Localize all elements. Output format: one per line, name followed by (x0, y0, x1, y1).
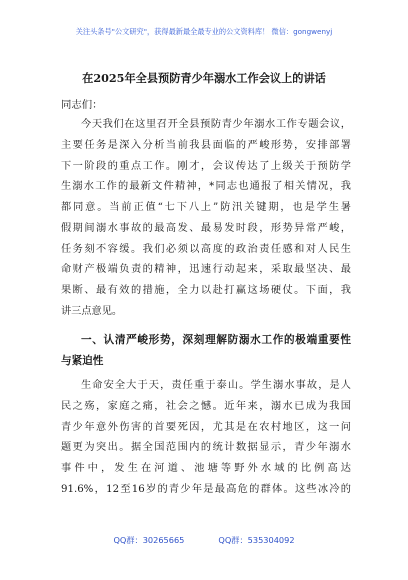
text-line: 青少年意外伤害的首要死因，尤其是在农村地区，这一问 (61, 421, 351, 433)
text-line: 都同意。当前正值“七下八上”防汛关键期，也是学生暑 (61, 202, 351, 213)
footer-qq-group-2[interactable]: QQ群：535304092 (218, 535, 295, 545)
salutation: 同志们： (61, 99, 103, 111)
paragraph-situation (61, 376, 351, 501)
paragraph-intro (61, 115, 351, 323)
text-line: 事件中，发生在河道、池塘等野外水域的比例高达 (61, 463, 351, 474)
text-line: 今天我们在这里召开全县预防青少年溺水工作专题会议， (81, 119, 351, 130)
document-title: 在2025年全县预防青少年溺水工作会议上的讲话 (82, 71, 326, 85)
text-line: 假期间溺水事故的最高发、最易发时段，形势异常严峻， (61, 222, 351, 234)
promo-banner[interactable]: 关注头条号"公文研究"，获得最新最全最专业的公文资料库！ 微信：gongwenyj (75, 27, 333, 36)
footer-contacts (0, 535, 408, 546)
text-line: 任务刻不容缓。我们必须以高度的政治责任感和对人民生 (61, 243, 351, 255)
text-line: 果断、最有效的措施，全力以赴打赢这场硬仗。下面，我 (61, 285, 351, 296)
text-line: 命财产极端负责的精神，迅速行动起来，采取最坚决、最 (61, 264, 351, 276)
section-heading-1 (61, 330, 351, 372)
text-line: 民之殇，家庭之痛，社会之憾。近年来，溺水已成为我国 (61, 400, 351, 412)
text-line: 题更为突出。据全国范围内的统计数据显示，青少年溺水 (61, 442, 351, 454)
text-line: 生溺水工作的最新文件精神，*同志也通报了相关情况，我 (61, 181, 351, 193)
text-line: 下一阶段的重点工作。刚才，会议传达了上级关于预防学 (61, 160, 351, 172)
text-line: 主要任务是深入分析当前我县面临的严峻形势，安排部署 (61, 139, 351, 151)
footer-qq-group-1[interactable]: QQ群：30265665 (113, 535, 185, 545)
heading-line: 与紧迫性 (61, 355, 104, 367)
text-line: 讲三点意见。 (61, 305, 123, 317)
text-line: 91.6%，12至16岁的青少年是最高危的群体。这些冰冷的 (61, 483, 351, 495)
heading-line: 一、认清严峻形势，深刻理解防溺水工作的极端重要性 (81, 334, 351, 346)
text-line: 生命安全大于天，责任重于泰山。学生溺水事故，是人 (81, 380, 351, 391)
